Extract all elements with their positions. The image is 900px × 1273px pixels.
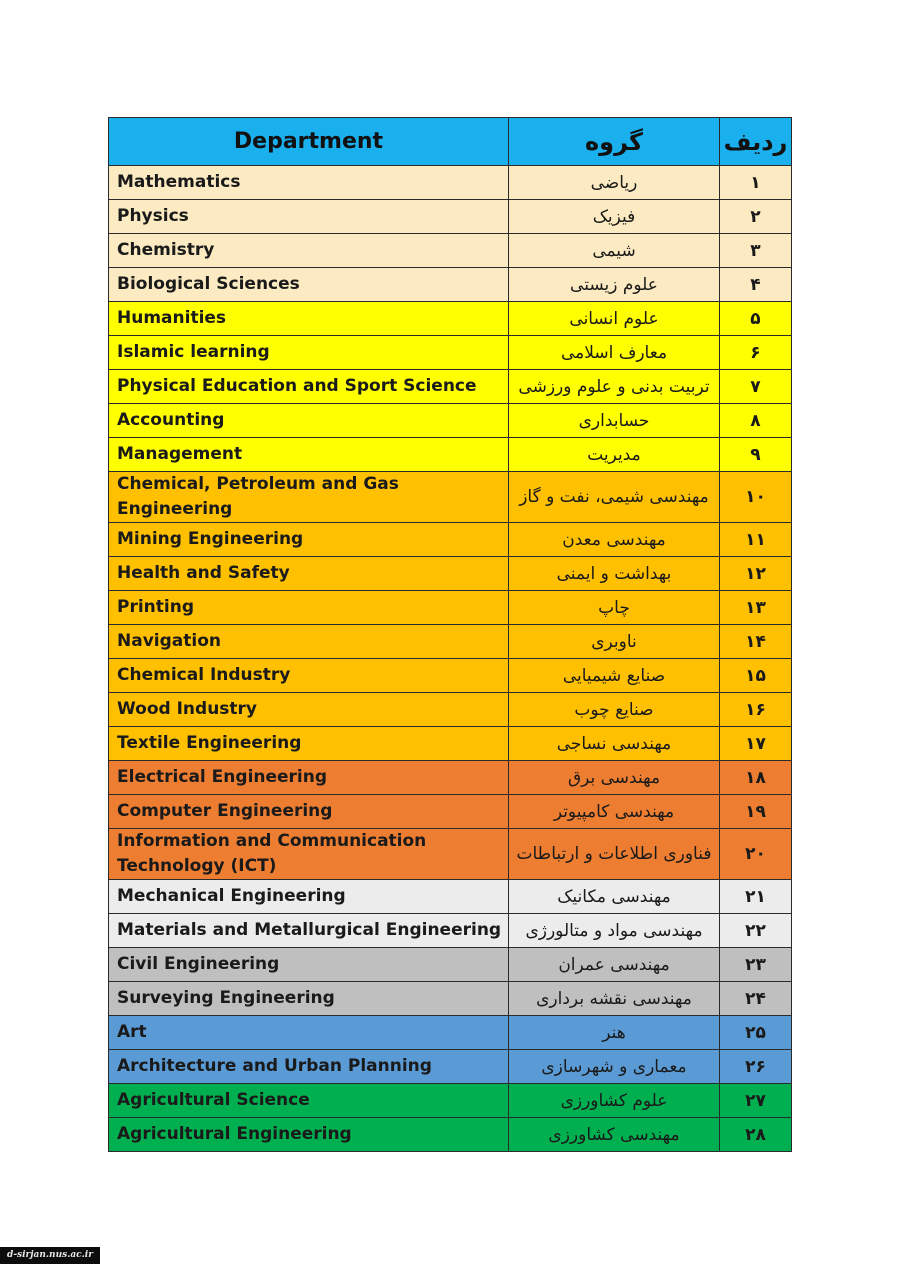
departments-table	[108, 117, 792, 1152]
department-name-fa: مهندسی نساجی	[509, 727, 720, 761]
row-number: ۱۸	[720, 761, 792, 795]
department-name-fa: صنایع چوب	[509, 693, 720, 727]
department-name-fa: علوم زیستی	[509, 268, 720, 302]
table-row	[109, 795, 792, 829]
table-row	[109, 829, 792, 880]
row-number: ۷	[720, 370, 792, 404]
table-row	[109, 404, 792, 438]
department-name-fa: ناوبری	[509, 625, 720, 659]
table-row	[109, 761, 792, 795]
department-name-fa: حسابداری	[509, 404, 720, 438]
row-number: ۲۱	[720, 880, 792, 914]
department-name-en: Chemistry	[109, 234, 509, 268]
table-row	[109, 302, 792, 336]
department-name-en: Islamic learning	[109, 336, 509, 370]
department-name-fa: بهداشت و ایمنی	[509, 557, 720, 591]
department-name-en: Textile Engineering	[109, 727, 509, 761]
row-number: ۴	[720, 268, 792, 302]
table-header-row	[109, 118, 792, 166]
department-name-fa: مهندسی نقشه برداری	[509, 982, 720, 1016]
department-name-en: Printing	[109, 591, 509, 625]
footer-site-url[interactable]: d-sirjan.nus.ac.ir	[0, 1247, 100, 1264]
row-number: ۲۵	[720, 1016, 792, 1050]
row-number: ۱۹	[720, 795, 792, 829]
table-row	[109, 914, 792, 948]
row-number: ۱۲	[720, 557, 792, 591]
department-name-en: Architecture and Urban Planning	[109, 1050, 509, 1084]
table-row	[109, 693, 792, 727]
department-name-en: Civil Engineering	[109, 948, 509, 982]
department-name-en: Physical Education and Sport Science	[109, 370, 509, 404]
table-row	[109, 1016, 792, 1050]
department-name-en: Agricultural Engineering	[109, 1118, 509, 1152]
table-row	[109, 523, 792, 557]
row-number: ۱	[720, 166, 792, 200]
table-row	[109, 234, 792, 268]
department-name-fa: ریاضی	[509, 166, 720, 200]
department-name-fa: مهندسی کامپیوتر	[509, 795, 720, 829]
row-number: ۲۶	[720, 1050, 792, 1084]
department-name-fa: معماری و شهرسازی	[509, 1050, 720, 1084]
department-name-en: Chemical, Petroleum and Gas Engineering	[109, 472, 509, 523]
department-name-en: Agricultural Science	[109, 1084, 509, 1118]
table-row	[109, 472, 792, 523]
row-number: ۱۵	[720, 659, 792, 693]
department-name-en: Information and Communication Technology (ICT)	[109, 829, 509, 880]
row-number: ۲	[720, 200, 792, 234]
department-name-en: Management	[109, 438, 509, 472]
department-name-en: Physics	[109, 200, 509, 234]
row-number: ۲۴	[720, 982, 792, 1016]
department-name-en: Mechanical Engineering	[109, 880, 509, 914]
table-row	[109, 982, 792, 1016]
department-name-fa: مهندسی برق	[509, 761, 720, 795]
table-row	[109, 659, 792, 693]
department-name-en: Wood Industry	[109, 693, 509, 727]
department-name-fa: صنایع شیمیایی	[509, 659, 720, 693]
department-name-fa: شیمی	[509, 234, 720, 268]
department-name-en: Computer Engineering	[109, 795, 509, 829]
department-name-en: Mining Engineering	[109, 523, 509, 557]
table-row	[109, 727, 792, 761]
department-name-en: Navigation	[109, 625, 509, 659]
department-name-en: Accounting	[109, 404, 509, 438]
row-number: ۲۸	[720, 1118, 792, 1152]
row-number: ۲۷	[720, 1084, 792, 1118]
row-number: ۸	[720, 404, 792, 438]
department-name-en: Chemical Industry	[109, 659, 509, 693]
row-number: ۱۷	[720, 727, 792, 761]
row-number: ۲۲	[720, 914, 792, 948]
header-row-number: ردیف	[720, 118, 792, 166]
row-number: ۱۳	[720, 591, 792, 625]
department-name-fa: فیزیک	[509, 200, 720, 234]
table-row	[109, 166, 792, 200]
row-number: ۶	[720, 336, 792, 370]
department-name-fa: علوم کشاورزی	[509, 1084, 720, 1118]
table-row	[109, 948, 792, 982]
department-name-en: Electrical Engineering	[109, 761, 509, 795]
row-number: ۱۱	[720, 523, 792, 557]
department-name-en: Materials and Metallurgical Engineering	[109, 914, 509, 948]
department-name-fa: مدیریت	[509, 438, 720, 472]
department-name-en: Biological Sciences	[109, 268, 509, 302]
department-name-fa: تربیت بدنی و علوم ورزشی	[509, 370, 720, 404]
table-row	[109, 200, 792, 234]
header-department: Department	[109, 118, 509, 166]
department-name-en: Art	[109, 1016, 509, 1050]
table-row	[109, 438, 792, 472]
department-name-fa: مهندسی کشاورزی	[509, 1118, 720, 1152]
table-row	[109, 557, 792, 591]
table-row	[109, 625, 792, 659]
department-name-fa: مهندسی مکانیک	[509, 880, 720, 914]
table-row	[109, 1118, 792, 1152]
table-row	[109, 1084, 792, 1118]
department-name-fa: مهندسی شیمی، نفت و گاز	[509, 472, 720, 523]
table-body	[109, 166, 792, 1152]
row-number: ۲۰	[720, 829, 792, 880]
department-name-fa: مهندسی عمران	[509, 948, 720, 982]
table-row	[109, 336, 792, 370]
header-group: گروه	[509, 118, 720, 166]
department-name-fa: مهندسی مواد و متالورژی	[509, 914, 720, 948]
row-number: ۹	[720, 438, 792, 472]
department-name-en: Humanities	[109, 302, 509, 336]
department-name-fa: فناوری اطلاعات و ارتباطات	[509, 829, 720, 880]
department-name-fa: معارف اسلامی	[509, 336, 720, 370]
department-name-en: Mathematics	[109, 166, 509, 200]
table-row	[109, 268, 792, 302]
table-row	[109, 591, 792, 625]
department-name-fa: هنر	[509, 1016, 720, 1050]
row-number: ۱۶	[720, 693, 792, 727]
department-name-fa: مهندسی معدن	[509, 523, 720, 557]
row-number: ۱۰	[720, 472, 792, 523]
table-row	[109, 370, 792, 404]
department-name-en: Surveying Engineering	[109, 982, 509, 1016]
department-name-fa: علوم انسانی	[509, 302, 720, 336]
row-number: ۱۴	[720, 625, 792, 659]
row-number: ۵	[720, 302, 792, 336]
department-name-fa: چاپ	[509, 591, 720, 625]
table-row	[109, 880, 792, 914]
department-name-en: Health and Safety	[109, 557, 509, 591]
row-number: ۳	[720, 234, 792, 268]
table-row	[109, 1050, 792, 1084]
row-number: ۲۳	[720, 948, 792, 982]
